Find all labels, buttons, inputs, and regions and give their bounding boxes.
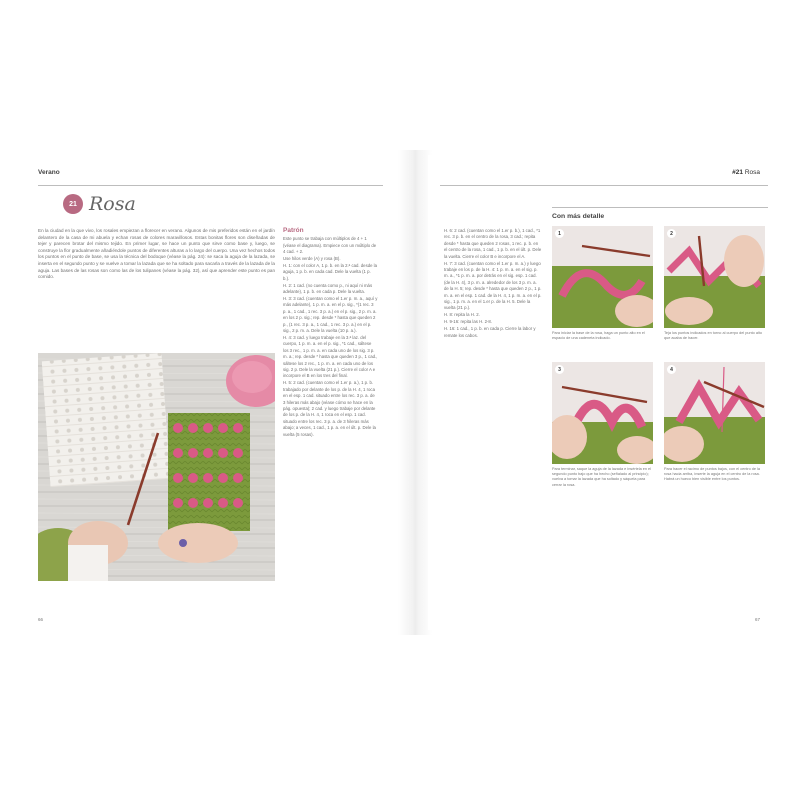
row-instruction: H. 8: repita la H. 2. (444, 312, 480, 318)
book-gutter (398, 150, 432, 635)
row-instruction: H. 16: 1 cad., 1 p. b. en cada p. Cierre la labor y remate los cabos. (444, 326, 536, 338)
pattern-number-badge: 21 (63, 194, 83, 214)
detail-rule (552, 207, 768, 208)
step-photo (552, 226, 653, 328)
step-number: 2 (667, 229, 676, 238)
patron-paragraph: Este punto se trabaja con múltiplos de 4 + 1 (véase el diagrama). Empiece con un múltiplo de 4 cad. + 2. (283, 236, 377, 255)
patron-paragraph: H. 4: 3 cad. y luego trabaje en la 3.ª laz. del cuerpo, 1 p. m. a. en el p. sig., *1 cad., sáltese los 3 rec., 1 p. m. a. en cada uno de los sig. 3 p. m. a.; rep. desde * hasta que queden 3 p., 1 cad., sáltese los 2 rec., 1 p. m. a. en cada uno de los sig. 2 p. Dele la vuelta (21 p.). Cierre el color A e incorpore el B en los tres del final. (283, 335, 378, 379)
row-instruction: H. 7: 3 cad. (cuentan como el 1.er p. m. a.) y luego trabaje en los p. de la H. 4: 1 p. m. a. en el sig. p. m. a., *1 p. m. a. por detrás en el sig. esp. 1 cad. (de la H. 4), 3 p. m. a. alrededor de los 3 p. m. a. de la H. 5; rep. desde * hasta que queden 2 p., 1 p. m. a. en el esp. 1 cad. de la H. 4, 1 p. m. a. en el p. sig., 1 p. m. a. en el 1.er p. de la H. 5. Dele la vuelta (21 p.). (444, 260, 542, 311)
step-caption: Para hacer el racimo de puntos bajos, con el centro de la rosa hacia arriba, inserte la aguja en el centro de la rosa. Habrá un hueco bien visible entre los puntos. (664, 467, 761, 482)
row-instruction: H. 9-16: repita las H. 2-8. (444, 319, 493, 325)
step-grid (552, 226, 768, 526)
step-4 (664, 362, 765, 483)
detail-heading: Con más detalle (552, 213, 605, 220)
row-instruction: H. 6: 2 cad. (cuentan como el 1.er p. b.), 1 cad., *1 rec. 3 p. b. en el centro de la rosa, 3 cad.; repita desde * hasta que queden 2 rosas, 1 rec. p. b. en el centro de la rosa, 1 cad., 1 p. b. en el últ. p. Dele la vuelta. Cierre el color B e incorpore el A. (444, 228, 542, 259)
patron-paragraph: H. 1: con el color A, 1 p. b. en la 2.ª cad. desde la aguja, 1 p. b. en cada cad. Dele la vuelta (1 p. b.). (283, 263, 378, 281)
patron-paragraph: H. 3: 3 cad. (cuentan como el 1.er p. m. a., aquí y más adelante), 1 p. m. a. en el p. sig., *(1 rec. 3 p. a., 1 cad., 1 rec. 3 p. a.) en el p. sig., 2 p. m. a. en los 2 p. sig.; rep. desde * hasta que queden 2 p., (1 rec. 3 p. a., 1 cad., 1 rec. 3 p. a.) en el p. sig., 2 p. m. a. Dele la vuelta (10 p. a.). (283, 296, 378, 334)
pattern-title-row (63, 193, 136, 215)
running-head-left: Verano (38, 169, 60, 176)
step-2 (664, 226, 765, 341)
step-photo (664, 362, 765, 464)
patron-paragraph: Use hilos verde (A) y rosa (B). (283, 256, 341, 262)
step-caption: Para iniciar la base de la rosa, haga un punto alto en el espacio de una cadeneta indicado. (552, 331, 645, 341)
step-caption: Teja los puntos indicados en torno al cuerpo del punto alto que acaba de hacer. (664, 331, 762, 341)
patron-column (283, 228, 378, 439)
pattern-rows-column (444, 228, 542, 339)
right-page (428, 155, 768, 630)
patron-heading: Patrón (283, 227, 304, 234)
step-3 (552, 362, 653, 488)
main-photo (38, 353, 275, 581)
step-1 (552, 226, 653, 341)
patron-paragraph: H. 2: 1 cad. (no cuenta como p., ni aquí ni más adelante), 1 p. b. en cada p. Dele la vuelta. (283, 282, 373, 295)
running-head-right (732, 169, 760, 176)
step-photo (552, 362, 653, 464)
step-caption: Para terminar, saque la aguja de la lazada e insértela en el segundo punto bajo que ha hecho (señalado al principio); vuelva a tomar la lazada que ha soltado y sáquela para cerrar la rosa. (552, 467, 651, 487)
pattern-title: Rosa (89, 193, 136, 215)
step-number: 4 (667, 365, 676, 374)
header-rule (440, 185, 768, 186)
page-number-left: 66 (38, 617, 44, 622)
step-number: 1 (555, 229, 564, 238)
step-number: 3 (555, 365, 564, 374)
patron-paragraph: H. 5: 2 cad. (cuentan como el 1.er p. a.), 1 p. b. trabajado por delante de los p. de la H. 4, 1 roca en el esp. 1 cad. situado entre los rec. 3 p. a. de 3 hileras más abajo (véase cómo se hace en la pág. opuesta); 2 cad. y luego trabaje por delante de los p. de la H. 4, 1 roca en el esp. 1 cad. situado entre los rec. 3 p. a. de 3 hileras más abajo; a veces, 1 cad., 1 p. a. en el últ. p. Dele la vuelta (5 rosas). (283, 380, 376, 437)
step-photo (664, 226, 765, 328)
page-number-right: 67 (754, 617, 760, 622)
left-page (38, 155, 383, 630)
running-head-title: Rosa (744, 169, 760, 176)
header-rule (38, 185, 383, 186)
detail-section (552, 213, 768, 526)
intro-text: En la ciudad en la que vivo, los rosales empiezan a florecer en verano. Algunos de mis preferidos están en el jardín delantero de la casa de mi abuela y echan rosas de colores maravillosos. Estas bonitas flores son diseñadas de tejer y parecen brotar del mismo tejido. En primer lugar, se hace un punto que sirve como base y, luego, se construye la flor gradualmente añadiéndole puntos de diferentes alturas a lo largo del cuerpo. Una vez hechos todos los puntos en el punto de base, se usa la técnica del bodoque (véase la pág. 24): se saca la aguja de la lazada, se inserta en el segundo punto y se vuelve a tomar la lazada que se ha soltado para sacarla a través de la lazada de la aguja. Las bases de las rosas son como las de los tulipanes (véase la pág. 32), así que aprender este punto es pan comido. (38, 228, 275, 280)
running-head-number: #21 (732, 169, 743, 176)
